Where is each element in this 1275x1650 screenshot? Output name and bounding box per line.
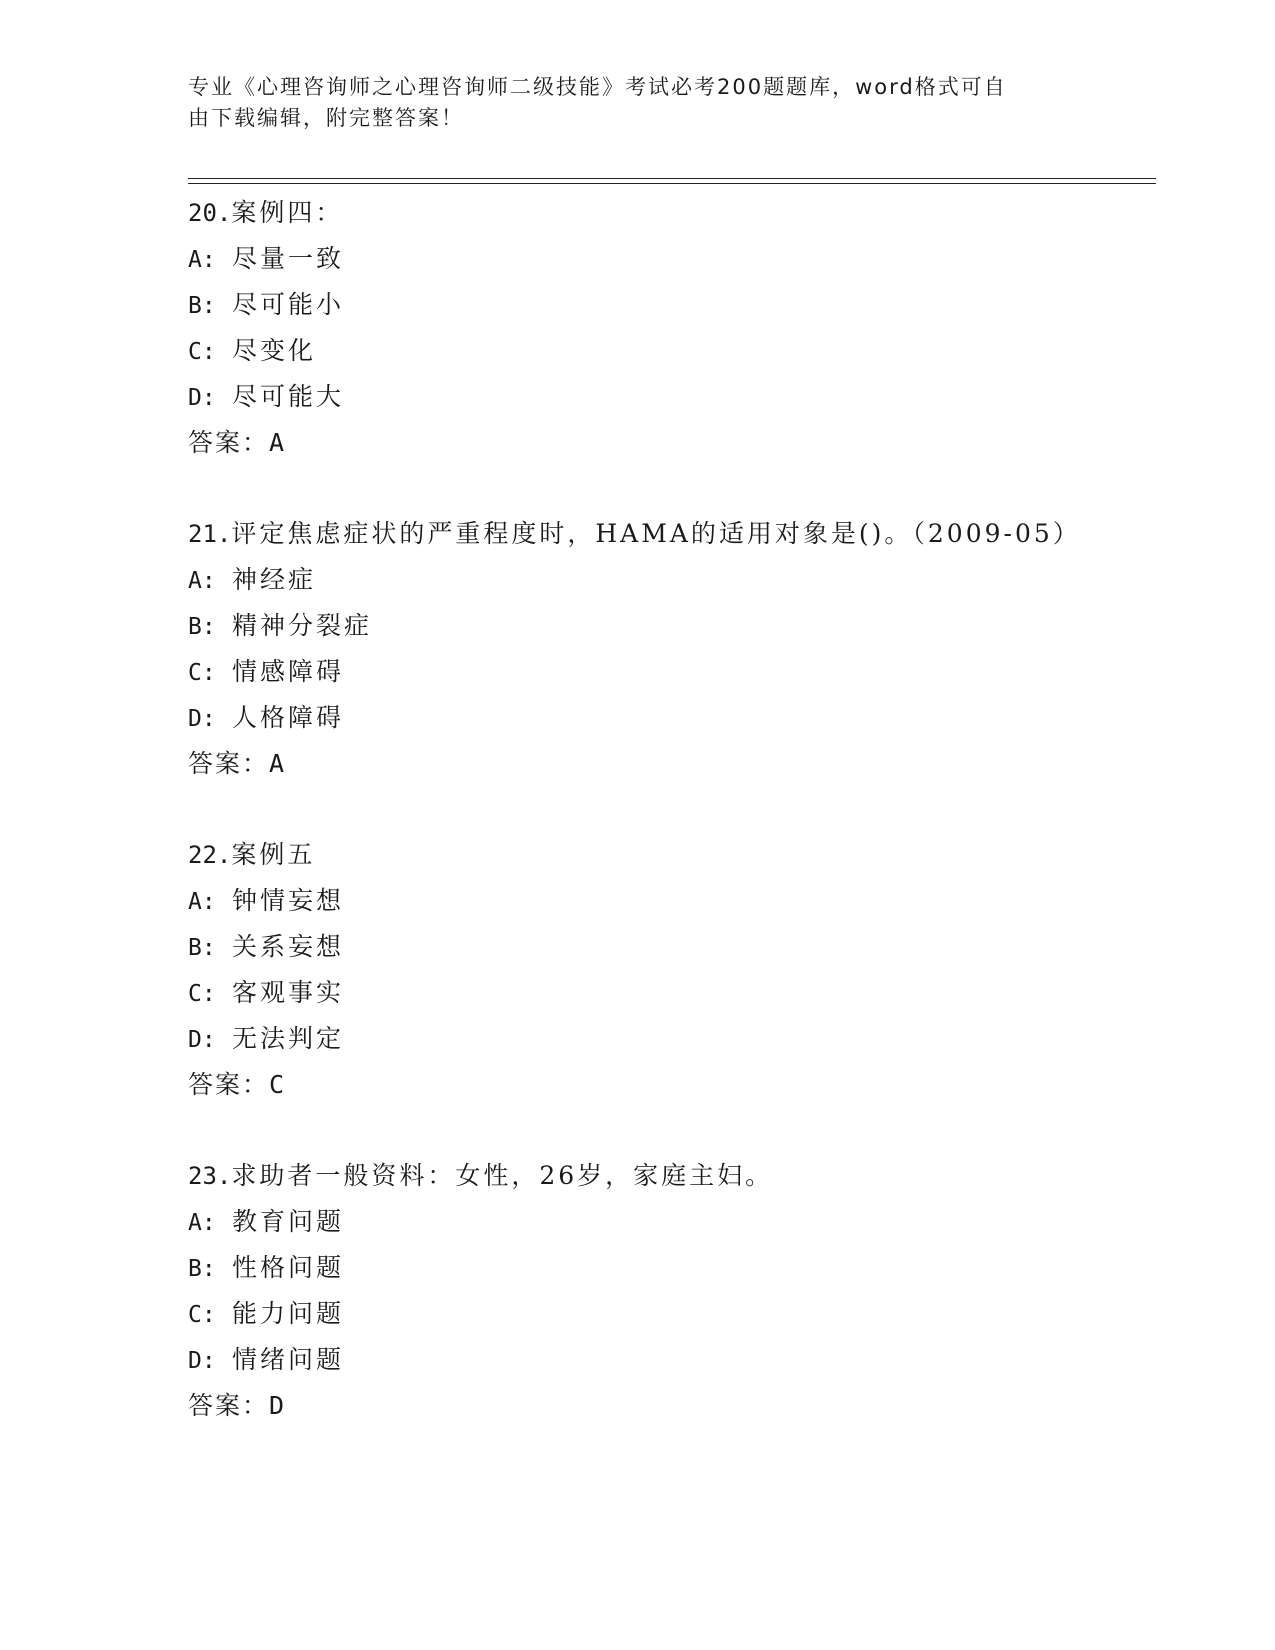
option-text: 尽变化	[232, 336, 317, 365]
question-20	[188, 190, 1156, 466]
option-letter: D:	[188, 385, 216, 411]
answer-value: C	[269, 1070, 287, 1099]
option-text: 钟情妄想	[232, 886, 345, 915]
answer-line	[188, 420, 1156, 466]
option-c	[188, 1291, 1156, 1337]
answer-label: 答案：	[188, 428, 270, 457]
option-text: 客观事实	[232, 978, 345, 1007]
option-text: 尽可能小	[232, 290, 345, 319]
option-letter: C:	[188, 1302, 216, 1328]
question-number: 20.	[188, 199, 232, 227]
option-b	[188, 1245, 1156, 1291]
option-letter: B:	[188, 1256, 216, 1282]
option-d	[188, 1016, 1156, 1062]
option-text: 尽可能大	[232, 382, 345, 411]
question-23	[188, 1153, 1156, 1429]
option-letter: B:	[188, 293, 216, 319]
option-letter: A:	[188, 247, 216, 273]
option-d	[188, 374, 1156, 420]
option-text: 尽量一致	[232, 244, 345, 273]
option-text: 能力问题	[232, 1299, 345, 1328]
question-list	[188, 190, 1156, 1474]
option-a	[188, 557, 1156, 603]
option-b	[188, 603, 1156, 649]
question-stem	[188, 1153, 1156, 1199]
option-letter: A:	[188, 1210, 216, 1236]
question-number: 23.	[188, 1162, 232, 1190]
option-letter: D:	[188, 706, 216, 732]
option-text: 情绪问题	[232, 1345, 345, 1374]
option-c	[188, 649, 1156, 695]
option-letter: B:	[188, 614, 216, 640]
option-a	[188, 236, 1156, 282]
question-22	[188, 832, 1156, 1108]
question-text: 案例五	[231, 840, 316, 869]
question-text: 评定焦虑症状的严重程度时，HAMA的适用对象是()。（2009-05）	[231, 519, 1081, 548]
option-text: 精神分裂症	[232, 611, 373, 640]
option-letter: B:	[188, 935, 216, 961]
option-text: 教育问题	[232, 1207, 345, 1236]
option-text: 无法判定	[232, 1024, 345, 1053]
option-c	[188, 970, 1156, 1016]
answer-label: 答案：	[188, 1391, 270, 1420]
option-letter: D:	[188, 1348, 216, 1374]
question-stem	[188, 190, 1156, 236]
header-line-2: 由下载编辑，附完整答案！	[188, 106, 464, 130]
question-text: 求助者一般资料：女性，26岁，家庭主妇。	[231, 1161, 774, 1190]
question-21	[188, 511, 1156, 787]
answer-value: A	[269, 749, 287, 778]
answer-label: 答案：	[188, 749, 270, 778]
header-divider-bottom	[188, 183, 1156, 184]
option-letter: C:	[188, 660, 216, 686]
option-letter: A:	[188, 889, 216, 915]
option-letter: C:	[188, 339, 216, 365]
option-b	[188, 924, 1156, 970]
header-divider-top	[188, 178, 1156, 179]
question-number: 22.	[188, 841, 232, 869]
option-text: 情感障碍	[232, 657, 345, 686]
question-text: 案例四：	[231, 198, 344, 227]
answer-line	[188, 741, 1156, 787]
option-d	[188, 1337, 1156, 1383]
answer-value: D	[269, 1391, 287, 1420]
question-stem	[188, 832, 1156, 878]
document-header	[188, 72, 1068, 134]
option-letter: C:	[188, 981, 216, 1007]
option-text: 人格障碍	[232, 703, 345, 732]
answer-line	[188, 1383, 1156, 1429]
option-letter: D:	[188, 1027, 216, 1053]
option-b	[188, 282, 1156, 328]
option-text: 关系妄想	[232, 932, 345, 961]
answer-label: 答案：	[188, 1070, 270, 1099]
option-d	[188, 695, 1156, 741]
option-a	[188, 878, 1156, 924]
header-line-1: 专业《心理咨询师之心理咨询师二级技能》考试必考200题题库，word格式可自	[188, 75, 1007, 99]
question-stem	[188, 511, 1156, 557]
option-a	[188, 1199, 1156, 1245]
answer-line	[188, 1062, 1156, 1108]
option-text: 性格问题	[232, 1253, 345, 1282]
option-c	[188, 328, 1156, 374]
answer-value: A	[269, 428, 287, 457]
option-text: 神经症	[232, 565, 317, 594]
option-letter: A:	[188, 568, 216, 594]
question-number: 21.	[188, 520, 232, 548]
